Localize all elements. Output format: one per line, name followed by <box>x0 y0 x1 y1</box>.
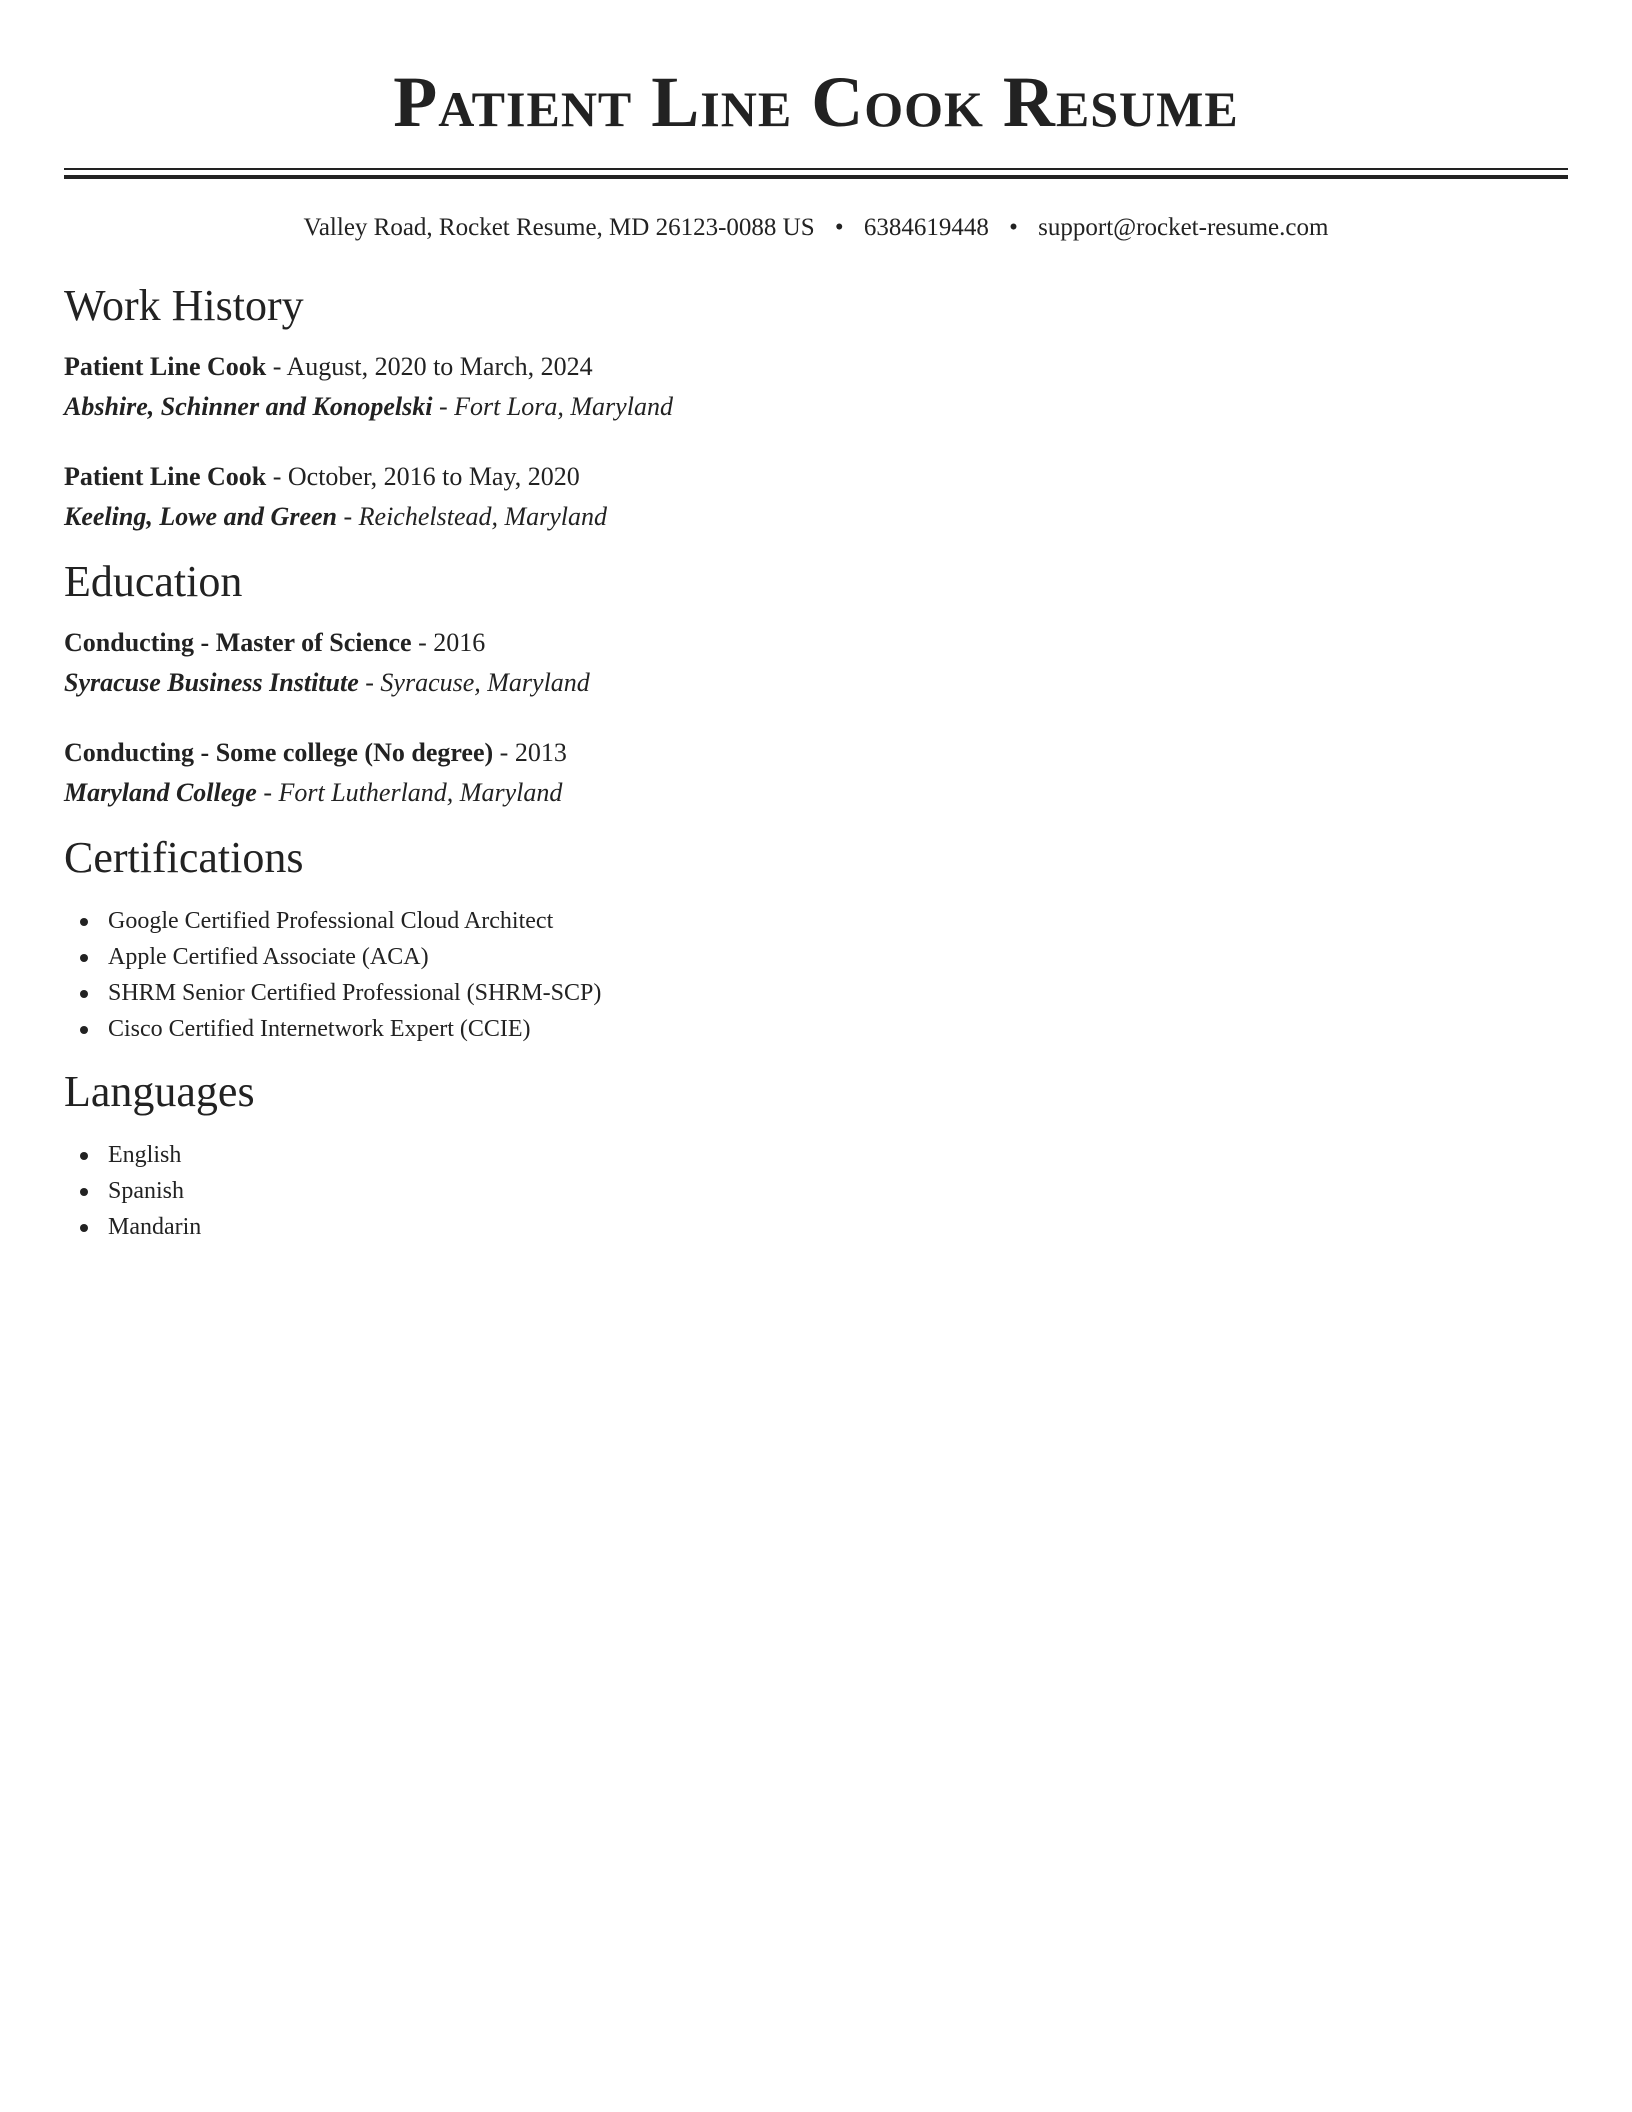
contact-email: support@rocket-resume.com <box>1038 214 1329 241</box>
school-location: - Syracuse, Maryland <box>358 668 590 697</box>
work-entry-title-line <box>64 457 1568 497</box>
language-item: Spanish <box>64 1173 1568 1209</box>
employer-name: Abshire, Schinner and Konopelski <box>64 392 433 421</box>
certifications-list <box>64 903 1568 1047</box>
employer-name: Keeling, Lowe and Green <box>64 502 337 531</box>
contact-separator: • <box>834 214 844 241</box>
degree-year: - 2016 <box>411 628 486 657</box>
school-name: Maryland College <box>64 778 257 807</box>
education-heading: Education <box>64 557 243 606</box>
languages-heading: Languages <box>64 1067 255 1116</box>
work-entry-employer-line <box>64 387 1568 427</box>
education-entry-school-line <box>64 773 1568 813</box>
certifications-heading: Certifications <box>64 833 304 882</box>
job-dates: - October, 2016 to May, 2020 <box>266 462 580 491</box>
education-entry-title-line <box>64 733 1568 773</box>
degree-name: Conducting - Some college (No degree) <box>64 738 494 767</box>
school-location: - Fort Lutherland, Maryland <box>256 778 563 807</box>
work-entry-title-line <box>64 347 1568 387</box>
work-history-section <box>64 279 1568 537</box>
education-entry-school-line <box>64 663 1568 703</box>
resume-title: Patient Line Cook Resume <box>393 62 1239 142</box>
title-double-rule <box>64 168 1568 179</box>
school-name: Syracuse Business Institute <box>64 668 359 697</box>
job-dates: - August, 2020 to March, 2024 <box>266 352 593 381</box>
work-entry <box>64 457 1568 537</box>
job-role: Patient Line Cook <box>64 352 267 381</box>
language-item: English <box>64 1137 1568 1173</box>
education-entry-title-line <box>64 623 1568 663</box>
contact-address: Valley Road, Rocket Resume, MD 26123-0088 US <box>303 214 815 241</box>
resume-page <box>64 0 1568 1245</box>
language-item: Mandarin <box>64 1209 1568 1245</box>
degree-year: - 2013 <box>493 738 567 767</box>
certification-item: SHRM Senior Certified Professional (SHRM-SCP) <box>64 975 1568 1011</box>
certification-item: Apple Certified Associate (ACA) <box>64 939 1568 975</box>
work-entry <box>64 347 1568 427</box>
education-entry <box>64 623 1568 703</box>
employer-location: - Fort Lora, Maryland <box>432 392 673 421</box>
certification-item: Cisco Certified Internetwork Expert (CCIE) <box>64 1011 1568 1047</box>
work-entry-employer-line <box>64 497 1568 537</box>
contact-phone: 6384619448 <box>863 214 989 241</box>
job-role: Patient Line Cook <box>64 462 267 491</box>
languages-list <box>64 1137 1568 1245</box>
contact-line <box>64 213 1568 243</box>
certification-item: Google Certified Professional Cloud Architect <box>64 903 1568 939</box>
work-history-heading: Work History <box>64 281 304 330</box>
degree-name: Conducting - Master of Science <box>64 628 412 657</box>
employer-location: - Reichelstead, Maryland <box>337 502 608 531</box>
education-entry <box>64 733 1568 813</box>
certifications-section <box>64 831 1568 1047</box>
education-section <box>64 555 1568 813</box>
languages-section <box>64 1065 1568 1245</box>
contact-separator: • <box>1009 214 1018 241</box>
